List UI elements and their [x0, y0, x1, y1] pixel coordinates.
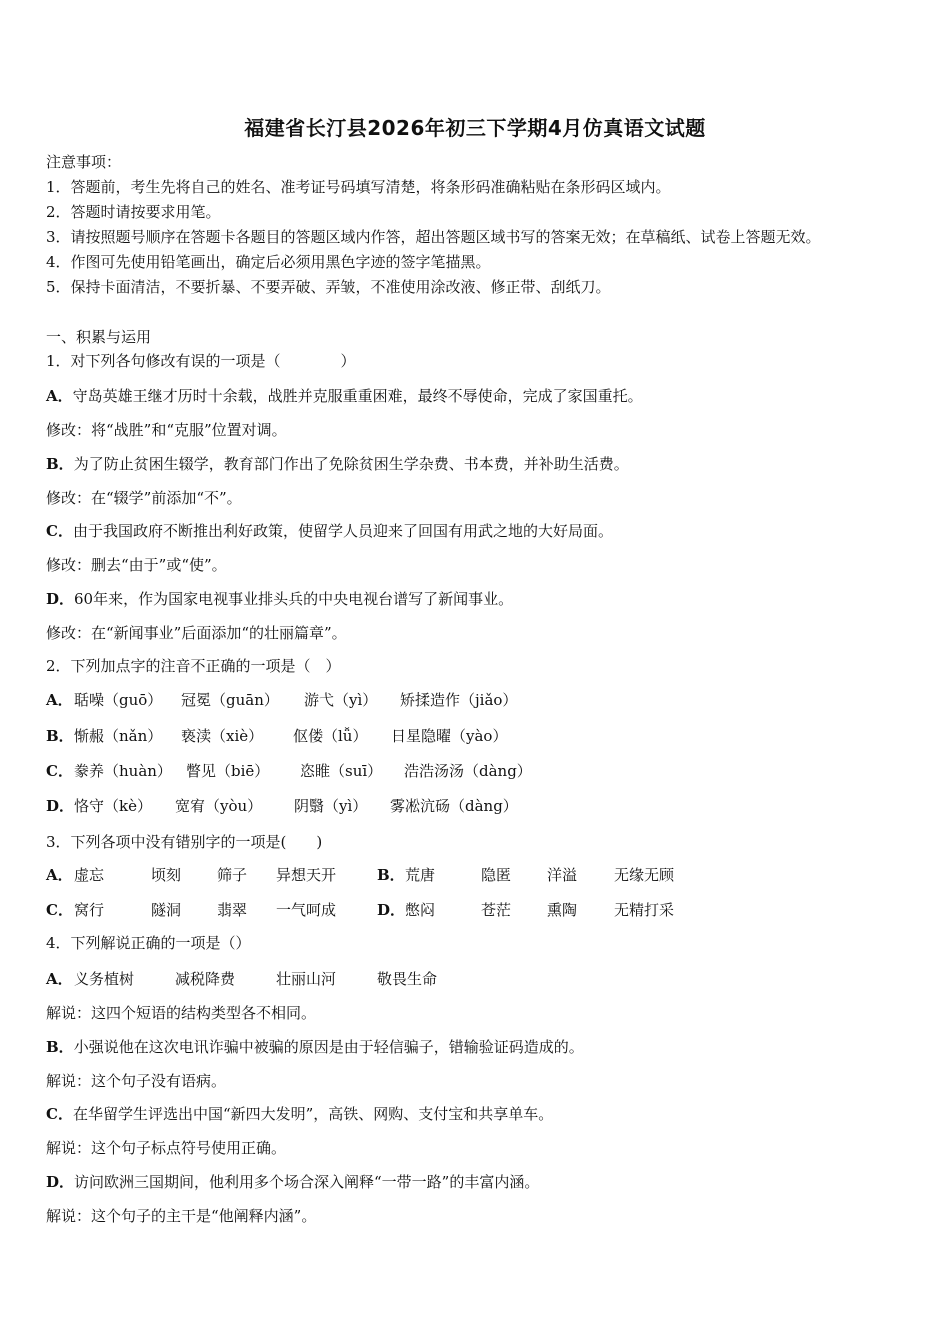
page-title: 福建省长汀县2026年初三下学期4月仿真语文试题 — [244, 116, 706, 140]
q2-a-item: 聒噪（guō） — [74, 691, 163, 709]
q1-d-label: D． — [46, 590, 75, 608]
q4-b-label: B． — [46, 1038, 74, 1056]
q2-b-item: 亵渎（xiè） — [181, 727, 264, 745]
q2-a-label: A． — [46, 691, 73, 709]
q2-d-label: D． — [46, 797, 75, 815]
q2-c-item: 瞥见（biē） — [186, 762, 270, 780]
q3-a-item: 虚忘 — [74, 866, 105, 884]
q3-d-label: D． — [377, 901, 406, 919]
q1-b-label: B． — [46, 455, 74, 473]
q2-d-item: 恪守（kè） — [74, 797, 152, 815]
q3-a-label: A． — [46, 866, 73, 884]
q1-option-a — [46, 386, 643, 406]
q1-b-text: 为了防止贫困生辍学，教育部门作出了免除贫困生学杂费、书本费，并补助生活费。 — [73, 455, 629, 473]
q4-a-note: 解说：这四个短语的结构类型各不相同。 — [46, 1004, 317, 1022]
notice-item-4: 4．作图可先使用铅笔画出，确定后必须用黑色字迹的签字笔描黑。 — [46, 253, 491, 271]
q1-option-b — [46, 454, 629, 474]
q4-d-label: D． — [46, 1173, 75, 1191]
q1-c-text: 由于我国政府不断推出利好政策，使留学人员迎来了回国有用武之地的大好局面。 — [72, 522, 613, 540]
q3-a-item: 异想天开 — [276, 866, 337, 884]
q3-d-item: 无精打采 — [614, 901, 675, 919]
q4-option-c — [46, 1104, 553, 1124]
q1-b-fix: 修改：在“辍学”前添加“不”。 — [46, 489, 242, 507]
q4-c-text: 在华留学生评选出中国“新四大发明”，高铁、网购、支付宝和共享单车。 — [72, 1105, 554, 1123]
q3-c-item: 隧洞 — [151, 901, 182, 919]
notice-item-3: 3．请按照题号顺序在答题卡各题目的答题区域内作答，超出答题区域书写的答案无效；在草稿纸、试卷上答题无效。 — [46, 228, 821, 246]
q4-b-note: 解说：这个句子没有语病。 — [46, 1072, 227, 1090]
q4-option-d — [46, 1172, 539, 1192]
q1-option-c — [46, 521, 613, 541]
q2-c-label: C． — [46, 762, 73, 780]
q3-stem: 3．下列各项中没有错别字的一项是( ) — [46, 833, 323, 851]
q3-c-label: C． — [46, 901, 73, 919]
q2-d-item: 雾凇沆砀（dàng） — [390, 797, 518, 815]
q4-stem: 4．下列解说正确的一项是（） — [46, 934, 251, 952]
q2-b-item: 日星隐曜（yào） — [391, 727, 508, 745]
q1-a-label: A． — [46, 387, 73, 405]
q2-d-item: 宽宥（yòu） — [175, 797, 263, 815]
q3-d-item: 苍茫 — [481, 901, 512, 919]
q1-option-d — [46, 589, 513, 609]
q4-c-label: C． — [46, 1105, 73, 1123]
q2-a-item: 矫揉造作（jiǎo） — [400, 691, 518, 709]
q4-c-note: 解说：这个句子标点符号使用正确。 — [46, 1139, 287, 1157]
q1-a-fix: 修改：将“战胜”和“克服”位置对调。 — [46, 421, 287, 439]
notice-item-5: 5．保持卡面清洁，不要折暴、不要弄破、弄皱，不准使用涂改液、修正带、刮纸刀。 — [46, 278, 611, 296]
q1-c-fix: 修改：删去“由于”或“使”。 — [46, 556, 227, 574]
notice-item-1: 1．答题前，考生先将自己的姓名、准考证号码填写清楚，将条形码准确粘贴在条形码区域内。 — [46, 178, 671, 196]
q4-a-item: 减税降费 — [175, 970, 236, 988]
q2-c-item: 浩浩汤汤（dàng） — [404, 762, 532, 780]
q4-a-item: 壮丽山河 — [276, 970, 337, 988]
q2-b-item: 惭赧（nǎn） — [74, 727, 163, 745]
q3-c-item: 窝行 — [74, 901, 105, 919]
q4-option-b — [46, 1037, 584, 1057]
notice-heading: 注意事项： — [46, 153, 122, 171]
section-heading: 一、积累与运用 — [46, 328, 152, 346]
q2-c-item: 恣睢（suī） — [300, 762, 383, 780]
q4-a-label: A． — [46, 970, 73, 988]
q1-d-fix: 修改：在“新闻事业”后面添加“的壮丽篇章”。 — [46, 624, 347, 642]
q4-a-item: 义务植树 — [74, 970, 135, 988]
q3-d-item: 熏陶 — [547, 901, 578, 919]
q3-a-item: 顷刻 — [151, 866, 182, 884]
q2-d-item: 阴翳（yì） — [294, 797, 368, 815]
q3-b-item: 无缘无顾 — [614, 866, 675, 884]
q1-a-text: 守岛英雄王继才历时十余载，战胜并克服重重困难，最终不辱使命，完成了家国重托。 — [72, 387, 643, 405]
q2-c-item: 豢养（huàn） — [74, 762, 172, 780]
q3-b-item: 荒唐 — [405, 866, 436, 884]
q3-a-item: 筛子 — [217, 866, 248, 884]
q2-a-item: 冠冕（guān） — [181, 691, 279, 709]
q1-c-label: C． — [46, 522, 73, 540]
q4-a-item: 敬畏生命 — [377, 970, 438, 988]
q2-a-item: 游弋（yì） — [304, 691, 378, 709]
q1-stem: 1．对下列各句修改有误的一项是（ ） — [46, 352, 356, 370]
q3-b-item: 洋溢 — [547, 866, 578, 884]
q3-c-item: 一气呵成 — [276, 901, 337, 919]
q4-b-text: 小强说他在这次电讯诈骗中被骗的原因是由于轻信骗子，错输验证码造成的。 — [73, 1038, 584, 1056]
q2-b-label: B． — [46, 727, 74, 745]
q2-b-item: 伛偻（lǚ） — [293, 727, 368, 745]
q2-stem: 2．下列加点字的注音不正确的一项是（ ） — [46, 657, 341, 675]
q3-b-item: 隐匿 — [481, 866, 512, 884]
q3-d-item: 憋闷 — [405, 901, 436, 919]
q3-b-label: B． — [377, 866, 405, 884]
q4-d-note: 解说：这个句子的主干是“他阐释内涵”。 — [46, 1207, 317, 1225]
q4-d-text: 访问欧洲三国期间，他利用多个场合深入阐释“一带一路”的丰富内涵。 — [74, 1173, 540, 1191]
q1-d-text: 60年来，作为国家电视事业排头兵的中央电视台谱写了新闻事业。 — [74, 590, 514, 608]
notice-item-2: 2．答题时请按要求用笔。 — [46, 203, 221, 221]
q3-c-item: 翡翠 — [217, 901, 248, 919]
